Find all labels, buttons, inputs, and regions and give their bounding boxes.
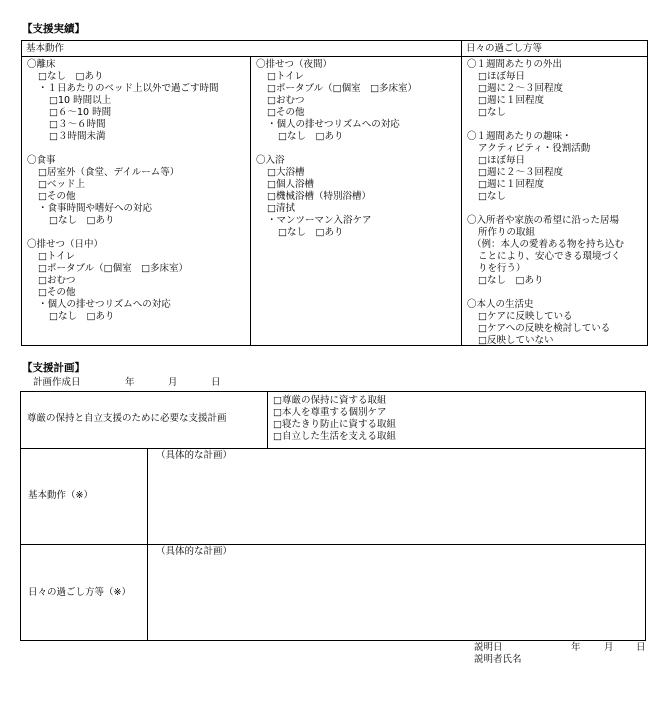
keikaku-hibi-plan-field[interactable] <box>150 545 644 639</box>
item-risho-heading: 〇離床 <box>27 59 56 70</box>
risho-6-10h-checkbox[interactable]: □６～10 時間 <box>49 107 112 118</box>
keikaku-date-label: 計画作成日 <box>33 377 81 388</box>
shumi-2-3-checkbox[interactable]: □週に２～３回程度 <box>478 167 563 178</box>
ibasho-checkbox[interactable]: □なし □あり <box>478 275 544 286</box>
explain-date-day: 日 <box>636 642 646 653</box>
shokuji-bed-checkbox[interactable]: □ベッド上 <box>38 179 85 190</box>
jisseki-divider-main <box>461 40 462 346</box>
risho-10h-checkbox[interactable]: □10 時間以上 <box>49 95 112 106</box>
check-jiritsu-seikatsu[interactable]: □自立した生活を支える取組 <box>273 431 396 442</box>
explainer-name-label: 説明者氏名 <box>474 654 522 665</box>
keikaku-date-year: 年 <box>125 377 135 388</box>
item-shumi-heading-cont: アクティビティ・役割活動 <box>478 143 591 154</box>
haisetsu-night-portable-checkbox[interactable]: □ポータブル（□個室 □多床室） <box>267 83 418 94</box>
shokuji-jikan-label: ・食事時間や嗜好への対応 <box>38 203 153 214</box>
keikaku-date-month: 月 <box>168 377 178 388</box>
keikaku-row2-label: 基本動作（※） <box>28 490 93 501</box>
nyuyoku-seishiki-checkbox[interactable]: □清拭 <box>267 203 295 214</box>
nyuyoku-kikai-checkbox[interactable]: □機械浴槽（特別浴槽） <box>267 191 371 202</box>
item-haisetsu-day-heading: 〇排せつ（日中） <box>27 239 104 250</box>
item-nyuyoku-heading: 〇入浴 <box>256 155 285 166</box>
shokuji-jikan-checkbox[interactable]: □なし □あり <box>49 215 115 226</box>
haisetsu-day-other-checkbox[interactable]: □その他 <box>38 287 76 298</box>
keikaku-col-divider-bottom <box>147 448 148 641</box>
check-kobetsu-care[interactable]: □本人を尊重する個別ケア <box>273 407 387 418</box>
gaishutsu-2-3-checkbox[interactable]: □週に２～３回程度 <box>478 83 563 94</box>
shumi-1-checkbox[interactable]: □週に１回程度 <box>478 179 544 190</box>
jisseki-title: 【支援実績】 <box>22 23 85 35</box>
shokuji-kyoshitsugai-checkbox[interactable]: □居室外（食堂、デイルーム等） <box>38 167 180 178</box>
haisetsu-day-rhythm-label: ・個人の排せつリズムへの対応 <box>38 299 171 310</box>
nyuyoku-daiyokuso-checkbox[interactable]: □大浴槽 <box>267 167 305 178</box>
keikaku-kihon-plan-field[interactable] <box>150 449 644 543</box>
risho-time-label: ・１日あたりのベッド上以外で過ごす時間 <box>38 83 219 94</box>
haisetsu-night-toilet-checkbox[interactable]: □トイレ <box>267 71 305 82</box>
ibasho-example-2: ことにより、安心できる環境づく <box>478 251 621 262</box>
ibasho-example-3: りを行う） <box>478 263 526 274</box>
haisetsu-day-portable-checkbox[interactable]: □ポータブル（□個室 □多床室） <box>38 263 189 274</box>
haisetsu-night-other-checkbox[interactable]: □その他 <box>267 107 305 118</box>
keikaku-row3-hint: （具体的な計画） <box>156 546 233 557</box>
gaishutsu-mainichi-checkbox[interactable]: □ほぼ毎日 <box>478 71 525 82</box>
risho-3h-checkbox[interactable]: □３時間未満 <box>49 131 106 142</box>
shokuji-other-checkbox[interactable]: □その他 <box>38 191 76 202</box>
keikaku-row3-label: 日々の過ごし方等（※） <box>28 587 131 598</box>
risho-checkbox[interactable]: □なし □あり <box>38 71 104 82</box>
keikaku-row1-label: 尊厳の保持と自立支援のために必要な支援計画 <box>27 413 227 424</box>
item-shokuji-heading: 〇食事 <box>27 155 56 166</box>
seikatsushi-kento-checkbox[interactable]: □ケアへの反映を検討している <box>478 323 611 334</box>
haisetsu-night-rhythm-checkbox[interactable]: □なし □あり <box>278 131 344 142</box>
jisseki-header-divider <box>21 56 648 57</box>
seikatsushi-nashi-checkbox[interactable]: □反映していない <box>478 335 554 346</box>
jisseki-divider-sub <box>250 56 251 346</box>
ibasho-example-1: （例：本人の愛着ある物を持ち込む <box>472 239 625 250</box>
keikaku-date-day: 日 <box>211 377 221 388</box>
haisetsu-night-omutsu-checkbox[interactable]: □おむつ <box>267 95 305 106</box>
nyuyoku-mantoman-label: ・マンツーマン入浴ケア <box>267 215 372 226</box>
item-seikatsushi-heading: 〇本人の生活史 <box>467 299 534 310</box>
col-header-hibi: 日々の過ごし方等 <box>466 43 543 54</box>
seikatsushi-hanei-checkbox[interactable]: □ケアに反映している <box>478 311 573 322</box>
nyuyoku-kojin-checkbox[interactable]: □個人浴槽 <box>267 179 314 190</box>
keikaku-row2-hint: （具体的な計画） <box>156 450 233 461</box>
haisetsu-day-toilet-checkbox[interactable]: □トイレ <box>38 251 76 262</box>
haisetsu-day-omutsu-checkbox[interactable]: □おむつ <box>38 275 76 286</box>
shumi-nashi-checkbox[interactable]: □なし <box>478 191 506 202</box>
gaishutsu-nashi-checkbox[interactable]: □なし <box>478 107 506 118</box>
keikaku-col-divider-top <box>267 391 268 449</box>
item-haisetsu-night-heading: 〇排せつ（夜間） <box>256 59 333 70</box>
explain-date-month: 月 <box>604 642 614 653</box>
item-gaishutsu-heading: 〇１週間あたりの外出 <box>467 59 563 70</box>
haisetsu-day-rhythm-checkbox[interactable]: □なし □あり <box>49 311 115 322</box>
gaishutsu-1-checkbox[interactable]: □週に１回程度 <box>478 95 544 106</box>
item-ibasho-heading-cont: 所作りの取組 <box>478 227 536 238</box>
explain-date-label: 説明日 <box>474 642 503 653</box>
keikaku-title: 【支援計画】 <box>22 362 85 374</box>
shumi-mainichi-checkbox[interactable]: □ほぼ毎日 <box>478 155 525 166</box>
col-header-kihon: 基本動作 <box>26 43 65 54</box>
check-songen-torikumi[interactable]: □尊厳の保持に資する取組 <box>273 395 387 406</box>
nyuyoku-mantoman-checkbox[interactable]: □なし □あり <box>278 227 344 238</box>
haisetsu-night-rhythm-label: ・個人の排せつリズムへの対応 <box>267 119 400 130</box>
explain-date-year: 年 <box>571 642 581 653</box>
risho-3-6h-checkbox[interactable]: □３～６時間 <box>49 119 106 130</box>
check-netakiri-boshi[interactable]: □寝たきり防止に資する取組 <box>273 419 396 430</box>
item-ibasho-heading: 〇入所者や家族の希望に沿った居場 <box>467 215 620 226</box>
item-shumi-heading: 〇１週間あたりの趣味・ <box>467 131 572 142</box>
